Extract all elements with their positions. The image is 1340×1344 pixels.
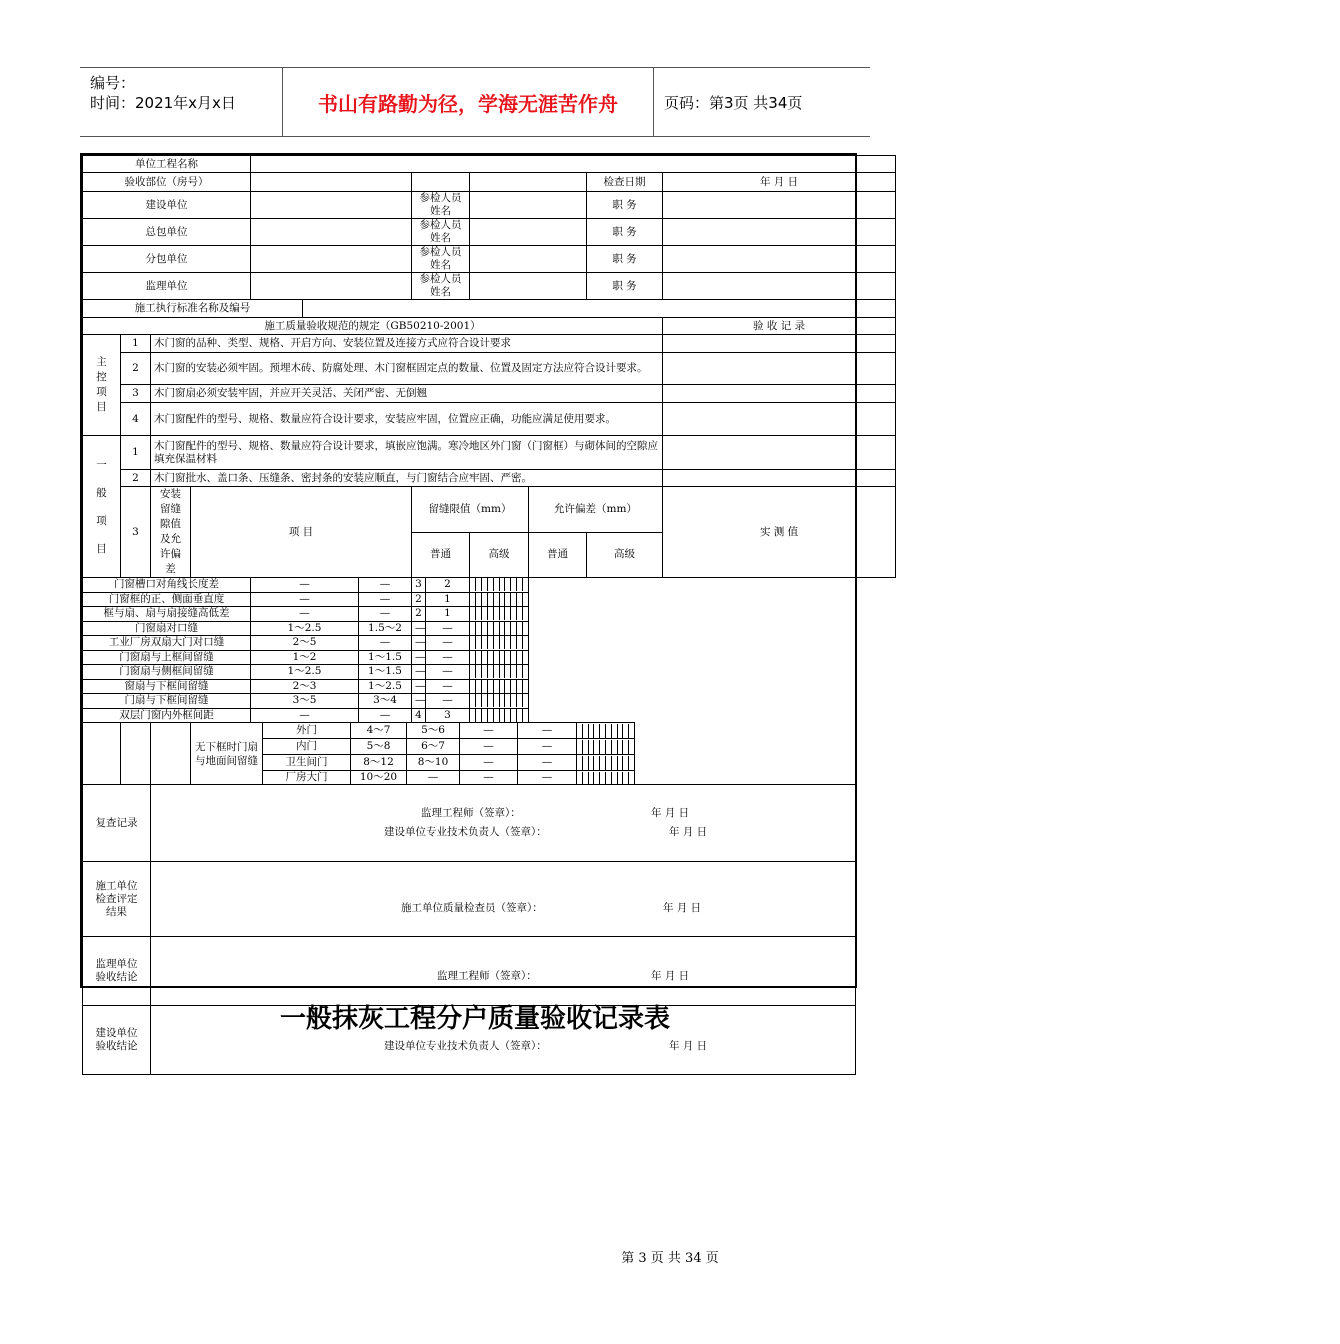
dev-high-value: 3 xyxy=(426,708,470,723)
sub-contractor-label: 分包单位 xyxy=(83,246,251,273)
dev-normal-value: — xyxy=(412,694,426,709)
dev-high-value: — xyxy=(426,650,470,665)
col-item-header: 项 目 xyxy=(191,487,412,578)
dev-normal-value: — xyxy=(412,679,426,694)
col-gap-header: 留缝限值（mm） xyxy=(412,487,529,533)
item-text: 木门窗配件的型号、规格、数量应符合设计要求，安装应牢固，位置应正确，功能应满足使用要求。 xyxy=(151,403,663,436)
post-label: 职 务 xyxy=(587,192,663,219)
gap-normal-value: — xyxy=(251,708,359,723)
tolerance-row xyxy=(83,679,896,694)
gap-high-value: — xyxy=(359,607,412,622)
qc-sign: 施工单位质量检查员（签章）： xyxy=(401,902,543,914)
gap-high-value: — xyxy=(359,578,412,593)
floor-item-name: 厂房大门 xyxy=(263,771,351,785)
item-no: 3 xyxy=(121,385,151,403)
standard-value[interactable] xyxy=(303,300,896,318)
dev-normal-header: 普通 xyxy=(529,532,587,578)
owner-conclusion-label: 建设单位验收结论 xyxy=(83,1006,151,1075)
measured-cell[interactable] xyxy=(523,651,528,664)
owner-sign: 建设单位专业技术负责人（签章）： xyxy=(384,826,547,838)
measured-cell[interactable] xyxy=(523,578,528,591)
main-items-text: 主控项目 xyxy=(96,356,107,413)
dev-normal-value: — xyxy=(460,755,518,771)
measured-cells[interactable] xyxy=(470,679,529,694)
item-no: 3 xyxy=(121,487,151,578)
gap-high-value: 1～2.5 xyxy=(359,679,412,694)
measured-cell[interactable] xyxy=(523,709,528,722)
gap-high-value: — xyxy=(359,636,412,651)
tol-item-name: 门窗扇与上框间留缝 xyxy=(83,650,251,665)
measured-cell[interactable] xyxy=(629,740,634,754)
record-cell[interactable] xyxy=(663,353,896,385)
measured-cell[interactable] xyxy=(523,607,528,620)
measured-cells[interactable] xyxy=(577,723,635,739)
post-value[interactable] xyxy=(663,273,896,300)
measured-cell[interactable] xyxy=(523,622,528,635)
gap-normal-value: 3～5 xyxy=(251,694,359,709)
gap-normal-value: — xyxy=(251,578,359,593)
gap-normal-value: 1～2.5 xyxy=(251,665,359,680)
dev-normal-value: 3 xyxy=(412,578,426,593)
header-meta xyxy=(80,68,283,136)
page-footer xyxy=(0,1247,1340,1266)
measured-cells[interactable] xyxy=(470,607,529,622)
time-label: 时间：2021年x月x日 xyxy=(90,94,236,112)
gap-high-value: 6～7 xyxy=(407,739,460,755)
record-cell[interactable] xyxy=(663,403,896,436)
record-cell[interactable] xyxy=(663,436,896,470)
gap-high-value: — xyxy=(359,592,412,607)
measured-cells[interactable] xyxy=(577,739,635,755)
form-table xyxy=(82,155,896,723)
document-caption: 一般抹灰工程分户质量验收记录表 xyxy=(279,1004,670,1034)
dev-normal-value: — xyxy=(460,739,518,755)
dev-high-value: — xyxy=(426,665,470,680)
inspect-date-value[interactable]: 年 月 日 xyxy=(663,173,896,192)
measured-cells[interactable] xyxy=(577,755,635,771)
tol-item-name: 窗扇与下框间留缝 xyxy=(83,679,251,694)
gap-high-value: 3～4 xyxy=(359,694,412,709)
sign-date: 年 月 日 xyxy=(651,970,690,982)
gap-high-value: 8～10 xyxy=(407,755,460,771)
tolerance-row xyxy=(83,621,896,636)
participant-label: 参检人员姓名 xyxy=(412,246,470,273)
tolerance-row xyxy=(83,592,896,607)
post-value[interactable] xyxy=(663,219,896,246)
dev-normal-value: — xyxy=(412,665,426,680)
measured-header-text: 实 测 值 xyxy=(759,525,799,538)
record-header: 验 收 记 录 xyxy=(663,318,896,335)
item-no: 1 xyxy=(121,335,151,353)
tol-item-name: 门窗槽口对角线长度差 xyxy=(83,578,251,593)
gap-high-value: 1～1.5 xyxy=(359,665,412,680)
measured-cells[interactable] xyxy=(470,650,529,665)
gap-normal-value: 1～2.5 xyxy=(251,621,359,636)
dev-normal-value: 2 xyxy=(412,607,426,622)
sign-date: 年 月 日 xyxy=(663,902,702,914)
gap-normal-header: 普通 xyxy=(412,532,470,578)
unit-project-label: 单位工程名称 xyxy=(83,156,251,173)
main-items-label xyxy=(83,335,121,436)
item-no: 1 xyxy=(121,436,151,470)
measured-cells[interactable] xyxy=(470,578,529,593)
floor-item-name: 外门 xyxy=(263,723,351,739)
participant-label: 参检人员姓名 xyxy=(412,273,470,300)
measured-cells[interactable] xyxy=(470,621,529,636)
page-label: 页码：第3页 共34页 xyxy=(664,93,803,112)
gap-normal-value: 4～7 xyxy=(351,723,407,739)
participant-value[interactable] xyxy=(470,219,587,246)
construction-eval-label: 施工单位检查评定结果 xyxy=(83,862,151,937)
sign-date: 年 月 日 xyxy=(651,807,690,819)
dev-high-header: 高级 xyxy=(587,532,663,578)
sign-date: 年 月 日 xyxy=(669,826,708,838)
dev-normal-value: — xyxy=(412,621,426,636)
gap-normal-value: 8～12 xyxy=(351,755,407,771)
dev-normal-value: 2 xyxy=(412,592,426,607)
dev-high-value: — xyxy=(426,636,470,651)
item-text: 木门窗配件的型号、规格、数量应符合设计要求，填嵌应饱满。寒冷地区外门窗（门窗框）与砌体间的空隙应填充保温材料 xyxy=(151,436,663,470)
general-contractor-value[interactable] xyxy=(251,219,412,246)
acceptance-part-value[interactable] xyxy=(251,173,412,192)
measured-cell[interactable] xyxy=(523,680,528,693)
post-label: 职 务 xyxy=(587,219,663,246)
record-cell[interactable] xyxy=(663,470,896,487)
general-items-continuation xyxy=(83,723,121,785)
inspect-date-label: 检查日期 xyxy=(587,173,663,192)
dev-high-value: — xyxy=(518,739,577,755)
tolerance-row xyxy=(83,650,896,665)
dev-high-value: — xyxy=(426,679,470,694)
measured-cells[interactable] xyxy=(470,694,529,709)
dev-normal-value: — xyxy=(412,636,426,651)
dev-normal-value: — xyxy=(460,771,518,785)
record-cell[interactable] xyxy=(663,385,896,403)
item3-label xyxy=(151,487,191,578)
page-header xyxy=(80,67,870,137)
supervisor-sign: 监理工程师（签章）： xyxy=(421,807,521,819)
tolerance-row xyxy=(83,694,896,709)
dev-high-value: — xyxy=(518,755,577,771)
item-no-continuation xyxy=(121,723,151,785)
tolerance-row xyxy=(83,708,896,723)
tol-item-name: 门扇与下框间留缝 xyxy=(83,694,251,709)
dev-high-value: 1 xyxy=(426,592,470,607)
post-label: 职 务 xyxy=(587,246,663,273)
item-no: 4 xyxy=(121,403,151,436)
gap-high-value: — xyxy=(359,708,412,723)
floor-gap-rows xyxy=(83,723,856,785)
supervision-conclusion-label: 监理单位验收结论 xyxy=(83,937,151,1006)
supervision-unit-value[interactable] xyxy=(251,273,412,300)
dev-high-value: — xyxy=(518,723,577,739)
recheck-label: 复查记录 xyxy=(83,785,151,862)
gap-normal-value: — xyxy=(251,607,359,622)
dev-normal-value: — xyxy=(412,650,426,665)
record-cell[interactable] xyxy=(663,335,896,353)
dev-high-value: 2 xyxy=(426,578,470,593)
tol-item-name: 门窗框的正、侧面垂直度 xyxy=(83,592,251,607)
dev-high-value: 1 xyxy=(426,607,470,622)
sign-date: 年 月 日 xyxy=(669,1040,708,1052)
tol-item-name: 门窗扇对口缝 xyxy=(83,621,251,636)
measured-cell[interactable] xyxy=(629,772,634,784)
gap-normal-value: 2～5 xyxy=(251,636,359,651)
measured-header xyxy=(663,487,896,578)
measured-cell[interactable] xyxy=(629,756,634,770)
tolerance-row xyxy=(83,607,896,622)
gap-normal-value: 10～20 xyxy=(351,771,407,785)
acceptance-part-extra[interactable] xyxy=(412,173,470,192)
tolerance-row xyxy=(83,665,896,680)
item-text: 木门窗扇必须安装牢固，并应开关灵活、关闭严密、无倒翘 xyxy=(151,385,663,403)
tolerance-rows xyxy=(83,578,896,723)
floor-item-name: 内门 xyxy=(263,739,351,755)
item-no: 2 xyxy=(121,353,151,385)
floor-gap-label: 无下框时门扇与地面间留缝 xyxy=(191,723,263,785)
gap-normal-value: — xyxy=(251,592,359,607)
dev-high-value: — xyxy=(426,621,470,636)
gap-high-value: 5～6 xyxy=(407,723,460,739)
gap-high-value: 1.5～2 xyxy=(359,621,412,636)
post-value[interactable] xyxy=(663,192,896,219)
participant-label: 参检人员姓名 xyxy=(412,219,470,246)
footer-text: 第 3 页 共 34 页 xyxy=(621,1251,719,1266)
gap-normal-value: 1～2 xyxy=(251,650,359,665)
measured-cells[interactable] xyxy=(470,592,529,607)
gap-normal-value: 2～3 xyxy=(251,679,359,694)
construction-unit-value[interactable] xyxy=(251,192,412,219)
gap-high-value: 1～1.5 xyxy=(359,650,412,665)
tol-item-name: 工业厂房双扇大门对口缝 xyxy=(83,636,251,651)
gap-high-value: — xyxy=(407,771,460,785)
dev-high-value: — xyxy=(518,771,577,785)
spec-header: 施工质量验收规范的规定（GB50210-2001） xyxy=(83,318,663,335)
measured-cell[interactable] xyxy=(523,636,528,649)
tol-item-name: 框与扇、扇与扇接缝高低差 xyxy=(83,607,251,622)
floor-gap-row xyxy=(83,723,856,739)
post-value[interactable] xyxy=(663,246,896,273)
supervision-unit-label: 监理单位 xyxy=(83,273,251,300)
measured-cell[interactable] xyxy=(629,724,634,738)
tol-item-name: 双层门窗内外框间距 xyxy=(83,708,251,723)
dev-normal-value: 4 xyxy=(412,708,426,723)
item-text: 木门窗的安装必须牢固。预埋木砖、防腐处理、木门窗框固定点的数量、位置及固定方法应符合设计要求。 xyxy=(151,353,663,385)
general-items-text: 一般项目 xyxy=(96,458,107,555)
dev-high-value: — xyxy=(426,694,470,709)
participant-label: 参检人员姓名 xyxy=(412,192,470,219)
sub-contractor-value[interactable] xyxy=(251,246,412,273)
item3-text: 安装留缝隙值及允许偏差 xyxy=(160,488,181,575)
measured-cells[interactable] xyxy=(470,636,529,651)
measured-cells[interactable] xyxy=(577,771,635,785)
owner-sign: 建设单位专业技术负责人（签章）： xyxy=(384,1040,547,1052)
acceptance-part-extra2[interactable] xyxy=(470,173,587,192)
standard-label: 施工执行标准名称及编号 xyxy=(83,300,303,318)
supervision-conclusion-area[interactable] xyxy=(151,937,856,1006)
measured-cell[interactable] xyxy=(523,593,528,606)
general-contractor-label: 总包单位 xyxy=(83,219,251,246)
measured-cells[interactable] xyxy=(470,708,529,723)
tolerance-row xyxy=(83,636,896,651)
item-no: 2 xyxy=(121,470,151,487)
participant-value[interactable] xyxy=(470,273,587,300)
motto: 书山有路勤为径，学海无涯苦作舟 xyxy=(283,68,654,136)
participant-value[interactable] xyxy=(470,246,587,273)
construction-unit-label: 建设单位 xyxy=(83,192,251,219)
post-label: 职 务 xyxy=(587,273,663,300)
general-items-label xyxy=(83,436,121,578)
construction-eval-area[interactable] xyxy=(151,862,856,937)
number-label: 编号： xyxy=(90,74,136,92)
gap-normal-value: 5～8 xyxy=(351,739,407,755)
recheck-area[interactable] xyxy=(151,785,856,862)
tolerance-row xyxy=(83,578,896,593)
acceptance-part-label: 验收部位（房号） xyxy=(83,173,251,192)
col-dev-header: 允许偏差（mm） xyxy=(529,487,663,533)
gap-high-header: 高级 xyxy=(470,532,529,578)
unit-project-value[interactable] xyxy=(251,156,896,173)
measured-cell[interactable] xyxy=(523,694,528,707)
measured-cell[interactable] xyxy=(523,665,528,678)
item-text: 木门窗批水、盖口条、压缝条、密封条的安装应顺直，与门窗结合应牢固、严密。 xyxy=(151,470,663,487)
participant-value[interactable] xyxy=(470,192,587,219)
tol-item-name: 门窗扇与侧框间留缝 xyxy=(83,665,251,680)
floor-item-name: 卫生间门 xyxy=(263,755,351,771)
dev-normal-value: — xyxy=(460,723,518,739)
item-text: 木门窗的品种、类型、规格、开启方向、安装位置及连接方式应符合设计要求 xyxy=(151,335,663,353)
measured-cells[interactable] xyxy=(470,665,529,680)
item3-label-continuation xyxy=(151,723,191,785)
supervisor-sign: 监理工程师（签章）： xyxy=(437,970,537,982)
